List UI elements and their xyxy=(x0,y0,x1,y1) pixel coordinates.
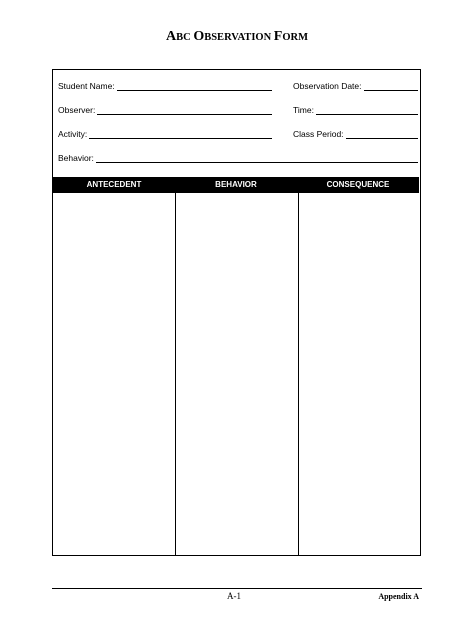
class-period-input-line[interactable] xyxy=(346,129,418,139)
title-bservation: BSERVATION xyxy=(204,32,274,43)
observation-date-label: Observation Date: xyxy=(293,81,362,91)
activity-field[interactable] xyxy=(58,129,272,139)
observer-field[interactable] xyxy=(58,105,272,115)
student-name-label: Student Name: xyxy=(58,81,115,91)
observer-input-line[interactable] xyxy=(97,105,272,115)
page-number: A-1 xyxy=(227,591,241,601)
student-name-field[interactable] xyxy=(58,81,272,91)
column-header-bar xyxy=(53,177,419,193)
column-divider-2 xyxy=(298,193,299,555)
appendix-label: Appendix A xyxy=(378,592,419,601)
activity-label: Activity: xyxy=(58,129,88,139)
student-name-input-line[interactable] xyxy=(117,81,272,91)
time-field[interactable] xyxy=(293,105,418,115)
time-input-line[interactable] xyxy=(316,105,418,115)
column-divider-1 xyxy=(175,193,176,555)
title-letter-o: O xyxy=(193,29,205,44)
title-orm: ORM xyxy=(282,32,309,43)
consequence-header: CONSEQUENCE xyxy=(326,180,390,189)
observation-date-field[interactable] xyxy=(293,81,418,91)
observer-label: Observer: xyxy=(58,105,96,115)
title-letter-f: F xyxy=(273,29,283,44)
time-label: Time: xyxy=(293,105,314,115)
footer-rule xyxy=(52,588,422,589)
class-period-field[interactable] xyxy=(293,129,418,139)
observation-date-input-line[interactable] xyxy=(364,81,418,91)
activity-input-line[interactable] xyxy=(89,129,272,139)
observation-form-box xyxy=(52,69,421,556)
antecedent-header: ANTECEDENT xyxy=(86,180,142,189)
title-letter-a: A xyxy=(165,29,177,44)
behavior-input-line[interactable] xyxy=(96,153,418,163)
form-title xyxy=(0,28,474,45)
behavior-field[interactable] xyxy=(58,153,418,163)
class-period-label: Class Period: xyxy=(293,129,344,139)
behavior-label: Behavior: xyxy=(58,153,94,163)
title-bc: BC xyxy=(176,32,194,43)
behavior-header: BEHAVIOR xyxy=(215,180,257,189)
